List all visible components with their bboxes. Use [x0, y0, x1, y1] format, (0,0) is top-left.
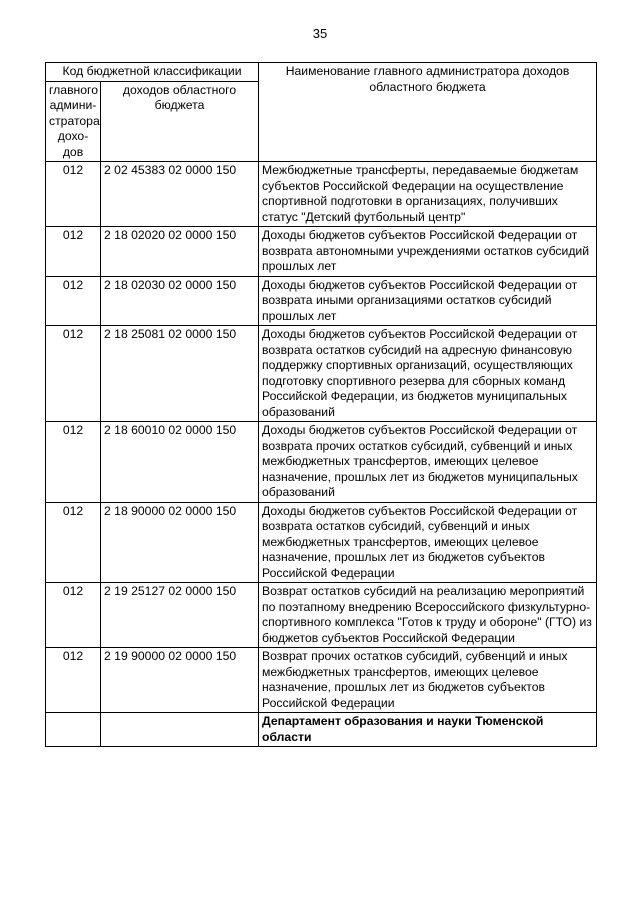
- revenue-code-cell: 2 19 25127 02 0000 150: [101, 583, 259, 648]
- administrator-name-cell: Возврат остатков субсидий на реализацию мероприятий по поэтапному внедрению Всероссийского физкультурно-спортивного комплекса "Готов к труду и обороне" (ГТО) из бюджетов субъектов Российской Федерации: [259, 583, 597, 648]
- administrator-name-cell: Межбюджетные трансферты, передаваемые бюджетам субъектов Российской Федерации на осуществление спортивной подготовки в организациях, получивших статус "Детский футбольный центр": [259, 162, 597, 227]
- administrator-name-cell: Возврат прочих остатков субсидий, субвенций и иных межбюджетных трансфертов, имеющих целевое назначение, прошлых лет из бюджетов субъектов Российской Федерации: [259, 648, 597, 713]
- admin-code-cell: 012: [46, 162, 101, 227]
- administrator-name-cell: Доходы бюджетов субъектов Российской Федерации от возврата автономными учреждениями остатков субсидий прошлых лет: [259, 227, 597, 277]
- revenue-code-cell: 2 18 02020 02 0000 150: [101, 227, 259, 277]
- admin-code-cell: 012: [46, 276, 101, 326]
- budget-classification-table: [45, 62, 597, 747]
- admin-code-cell: 012: [46, 502, 101, 583]
- admin-code-cell: 012: [46, 583, 101, 648]
- admin-code-cell: 012: [46, 326, 101, 422]
- table-row: [46, 276, 597, 326]
- revenue-code-cell: 2 18 60010 02 0000 150: [101, 422, 259, 503]
- revenue-code-cell: [101, 713, 259, 747]
- table-body: [46, 162, 597, 747]
- header-regional-revenue: доходов областного бюджета: [101, 81, 259, 162]
- section-row: [46, 713, 597, 747]
- table-row: [46, 326, 597, 422]
- administrator-name-cell: Доходы бюджетов субъектов Российской Федерации от возврата прочих остатков субсидий, субвенций и иных межбюджетных трансфертов, имеющих целевое назначение, прошлых лет из бюджетов муниципальных образований: [259, 422, 597, 503]
- revenue-code-cell: 2 18 02030 02 0000 150: [101, 276, 259, 326]
- header-administrator-name: Наименование главного администратора доходов областного бюджета: [259, 63, 597, 162]
- admin-code-cell: 012: [46, 648, 101, 713]
- table-row: [46, 162, 597, 227]
- revenue-code-cell: 2 18 25081 02 0000 150: [101, 326, 259, 422]
- administrator-name-cell: Доходы бюджетов субъектов Российской Федерации от возврата остатков субсидий, субвенций и иных межбюджетных трансфертов, имеющих целевое назначение, прошлых лет из бюджетов субъектов Российской Федерации: [259, 502, 597, 583]
- revenue-code-cell: 2 18 90000 02 0000 150: [101, 502, 259, 583]
- admin-code-cell: 012: [46, 227, 101, 277]
- page-number: 35: [312, 26, 328, 41]
- header-budget-classification-code: Код бюджетной классификации: [46, 63, 259, 82]
- table-row: [46, 227, 597, 277]
- table-row: [46, 502, 597, 583]
- administrator-name-cell: Доходы бюджетов субъектов Российской Федерации от возврата остатков субсидий на адресную финансовую поддержку спортивных организаций, осуществляющих подготовку спортивного резерва для сборных команд Российской Федерации, из бюджетов муниципальных образований: [259, 326, 597, 422]
- administrator-name-cell: Департамент образования и науки Тюменской области: [259, 713, 597, 747]
- revenue-code-cell: 2 02 45383 02 0000 150: [101, 162, 259, 227]
- table-row: [46, 422, 597, 503]
- table-row: [46, 583, 597, 648]
- table-row: [46, 648, 597, 713]
- header-main-administrator: главного админи-стратора дохо-дов: [46, 81, 101, 162]
- revenue-code-cell: 2 19 90000 02 0000 150: [101, 648, 259, 713]
- admin-code-cell: 012: [46, 422, 101, 503]
- table-header-row: [46, 63, 597, 82]
- administrator-name-cell: Доходы бюджетов субъектов Российской Федерации от возврата иными организациями остатков субсидий прошлых лет: [259, 276, 597, 326]
- admin-code-cell: [46, 713, 101, 747]
